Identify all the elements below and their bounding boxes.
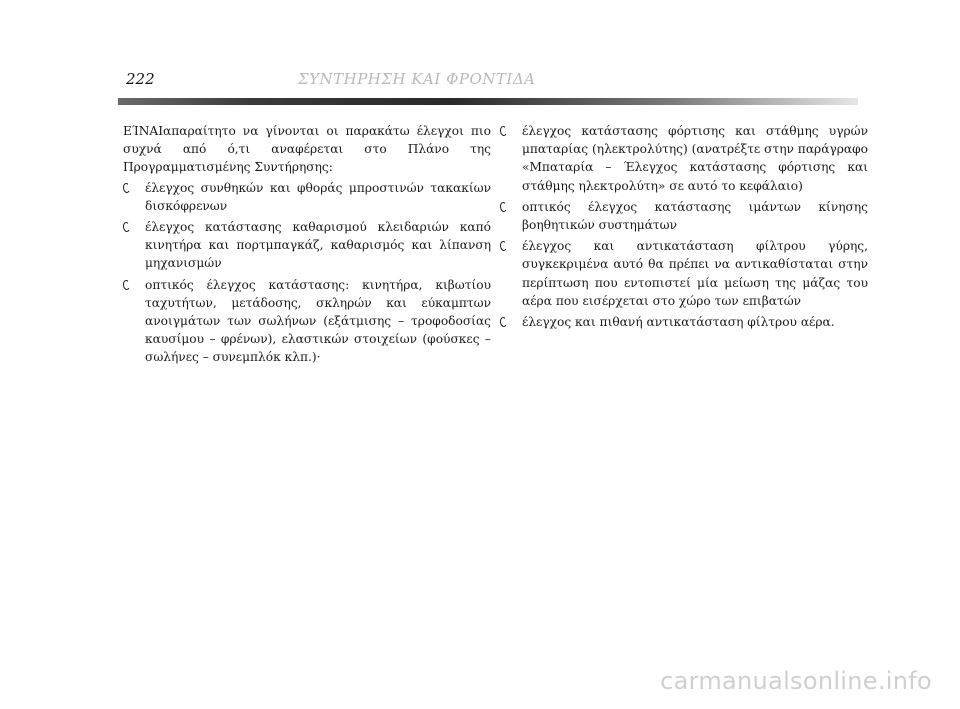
bullet-icon	[499, 201, 507, 212]
chapter-title: ΣΥΝΤΗΡΗΣΗ ΚΑΙ ΦΡΟΝΤΙΔΑ	[298, 70, 536, 88]
right-column	[500, 122, 868, 334]
left-bullet-list	[123, 179, 491, 367]
page-header	[118, 70, 858, 90]
bullet-icon	[499, 241, 507, 252]
list-item	[500, 198, 868, 234]
list-item	[500, 237, 868, 310]
list-item-text: έλεγχος και πιθανή αντικατάσταση φίλτρου αέρα.	[522, 315, 835, 330]
page-number: 222	[126, 70, 155, 88]
list-item-text: έλεγχος κατάστασης φόρτισης και στάθμης υγρών μπαταρίας (ηλεκτρολύτης) (ανατρέξτε στην παράγραφο «Μπαταρία – Έλεγχος κατάστασης φόρτισης και στάθμης ηλεκτρολύτη» σε αυτό το κεφάλαιο)	[522, 124, 868, 193]
list-item	[123, 218, 491, 273]
header-rule	[118, 98, 858, 105]
bullet-icon	[499, 126, 507, 137]
list-item	[123, 276, 491, 367]
watermark-link[interactable]: carmanualsonline.info	[660, 667, 932, 695]
bullet-icon	[499, 317, 507, 328]
list-item	[500, 313, 868, 331]
list-item	[123, 179, 491, 215]
list-item-text: έλεγχος συνθηκών και φθοράς μπροστινών τακακίων δισκόφρενων	[145, 180, 491, 213]
bullet-icon	[122, 182, 130, 193]
intro-paragraph: ΕΊΝΑΙαπαραίτητο να γίνονται οι παρακάτω έλεγχοι πιο συχνά από ό,τι αναφέρεται στο Πλάνο της Προγραμματισμένης Συντήρησης:	[123, 124, 491, 175]
right-bullet-list	[500, 122, 868, 331]
list-item-text: έλεγχος και αντικατάσταση φίλτρου γύρης, συγκεκριμένα αυτό θα πρέπει να αντικαθίσταται στην περίπτωση που εντοπιστεί μία μείωση της μάζας του αέρα που εισέρχεται στο χώρο των επιβατών	[522, 239, 868, 308]
list-item-text: οπτικός έλεγχος κατάστασης: κινητήρα, κιβωτίου ταχυτήτων, μετάδοσης, σκληρών και εύκαμπτων ανοιγμάτων των σωλήνων (εξάτμισης – τροφοδοσίας καυσίμου – φρένων), ελαστικών στοιχείων (φούσκες – σωλήνες – συνεμπλόκ κλπ.)·	[145, 277, 491, 365]
list-item-text: οπτικός έλεγχος κατάστασης ιμάντων κίνησης βοηθητικών συστημάτων	[522, 199, 868, 233]
bullet-icon	[122, 222, 130, 233]
list-item-text: έλεγχος κατάστασης καθαρισμού κλειδαριών καπό κινητήρα και πορτμπαγκάζ, καθαρισμός και λίπανση μηχανισμών	[145, 220, 491, 271]
left-column	[123, 122, 491, 370]
list-item	[500, 122, 868, 195]
bullet-icon	[122, 279, 130, 290]
